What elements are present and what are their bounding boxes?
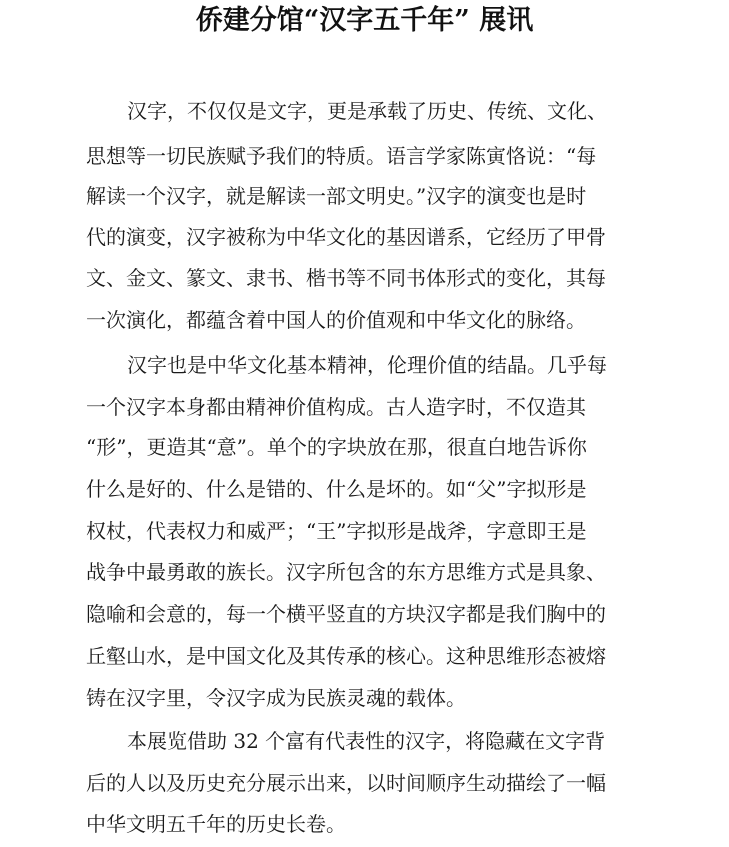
paragraph-line: 中华文明五千年的历史长卷。 bbox=[86, 812, 346, 836]
paragraph-line: 铸在汉字里，令汉字成为民族灵魂的载体。 bbox=[86, 686, 466, 710]
document-title: 侨建分馆“汉字五千年” 展讯 bbox=[195, 5, 534, 36]
paragraph-line: 权杖，代表权力和威严；“王”字拟形是战斧，字意即王是 bbox=[86, 519, 587, 543]
paragraph-line: 解读一个汉字，就是解读一部文明史。”汉字的演变也是时 bbox=[86, 184, 587, 208]
paragraph-line: 一个汉字本身都由精神价值构成。古人造字时，不仅造其 bbox=[86, 395, 586, 419]
paragraph-line: 文、金文、篆文、隶书、楷书等不同书体形式的变化，其每 bbox=[86, 266, 606, 290]
paragraph-line: 汉字，不仅仅是文字，更是承载了历史、传统、文化、 bbox=[127, 99, 607, 123]
paragraph-line: 战争中最勇敢的族长。汉字所包含的东方思维方式是具象、 bbox=[86, 560, 606, 584]
paragraph-line: 一次演化，都蕴含着中国人的价值观和中华文化的脉络。 bbox=[86, 308, 586, 332]
paragraph-line: 代的演变，汉字被称为中华文化的基因谱系，它经历了甲骨 bbox=[86, 225, 606, 249]
paragraph-line: 什么是好的、什么是错的、什么是坏的。如“父”字拟形是 bbox=[86, 477, 587, 501]
paragraph-line: 后的人以及历史充分展示出来，以时间顺序生动描绘了一幅 bbox=[86, 771, 606, 795]
paragraph-line: “形”，更造其“意”。单个的字块放在那，很直白地告诉你 bbox=[86, 435, 587, 459]
paragraph-line: 本展览借助 32 个富有代表性的汉字，将隐藏在文字背 bbox=[127, 729, 606, 753]
paragraph-line: 隐喻和会意的，每一个横平竖直的方块汉字都是我们胸中的 bbox=[86, 602, 606, 626]
paragraph-line: 思想等一切民族赋予我们的特质。语言学家陈寅恪说：“每 bbox=[86, 144, 597, 168]
paragraph-line: 汉字也是中华文化基本精神，伦理价值的结晶。几乎每 bbox=[127, 353, 607, 377]
paragraph-line: 丘壑山水，是中国文化及其传承的核心。这种思维形态被熔 bbox=[86, 644, 606, 668]
